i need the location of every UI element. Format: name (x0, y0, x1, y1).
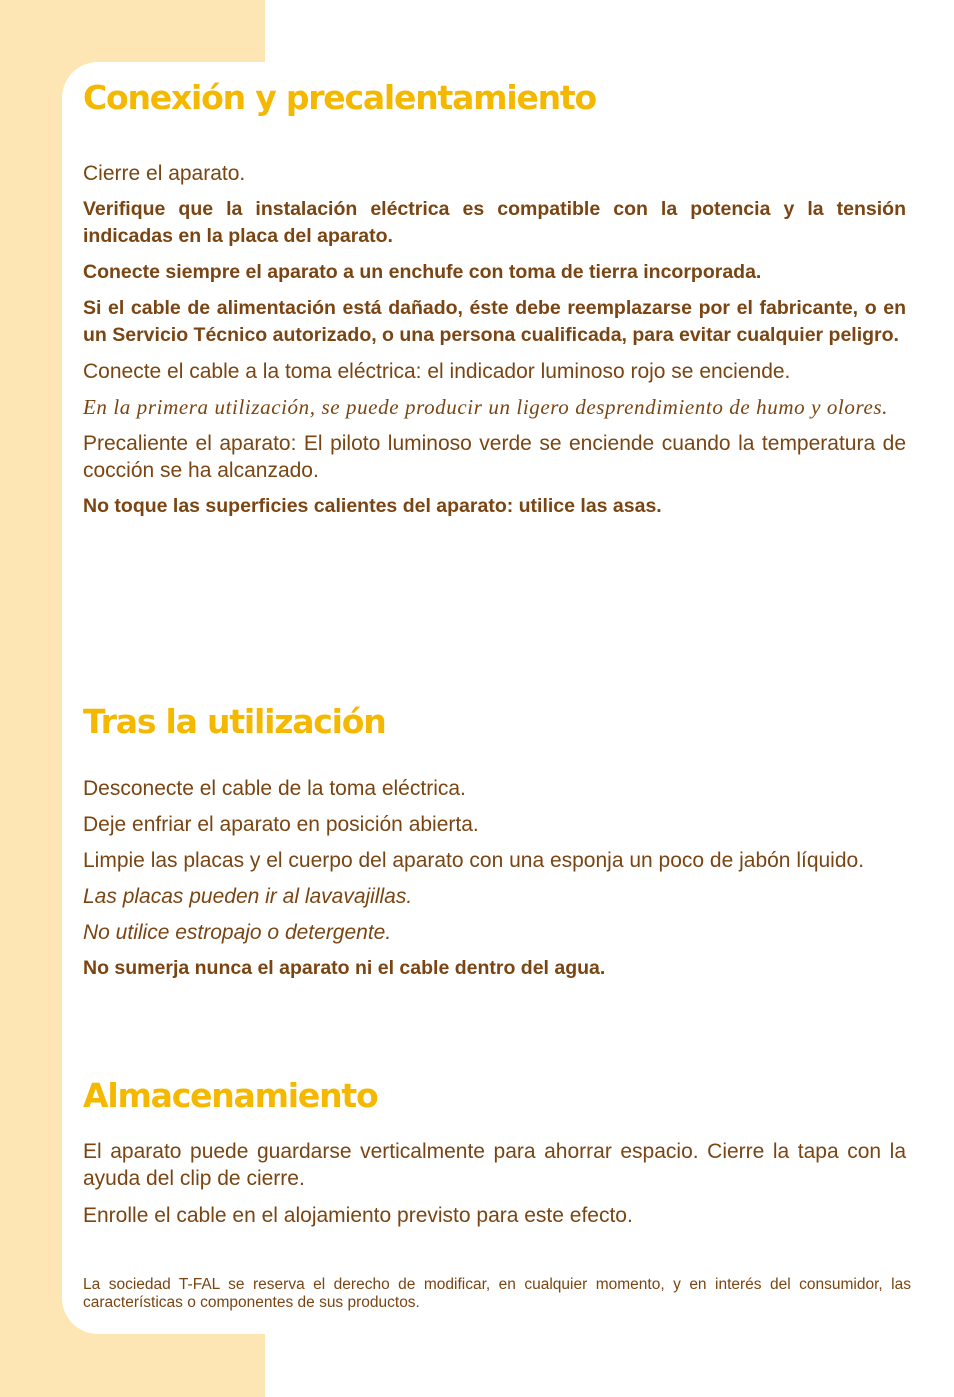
warning-paragraph: Conecte siempre el aparato a un enchufe con toma de tierra incorporada. (83, 261, 762, 283)
legal-footnote: La sociedad T-FAL se reserva el derecho de modificar, en cualquier momento, y en interés del consumidor, las características o componentes de sus productos. (83, 1276, 911, 1311)
paragraph: Deje enfriar el aparato en posición abierta. (83, 813, 479, 836)
note-paragraph: Las placas pueden ir al lavavajillas. (83, 885, 413, 908)
section-conexion-body (83, 160, 906, 520)
section-title-almacenamiento: Almacenamiento (83, 1076, 378, 1115)
paragraph: Desconecte el cable de la toma eléctrica. (83, 777, 466, 800)
paragraph: Enrolle el cable en el alojamiento previsto para este efecto. (83, 1204, 633, 1227)
warning-paragraph: Si el cable de alimentación está dañado, éste debe reemplazarse por el fabricante, o en un Servicio Técnico autorizado, o una persona cualificada, para evitar cualquier peligro. (83, 297, 906, 346)
paragraph: Cierre el aparato. (83, 162, 246, 185)
section-title-tras-utilizacion: Tras la utilización (83, 702, 386, 741)
note-paragraph: En la primera utilización, se puede producir un ligero desprendimiento de humo y olores. (83, 395, 889, 419)
warning-paragraph: No toque las superficies calientes del aparato: utilice las asas. (83, 495, 662, 517)
note-paragraph: No utilice estropajo o detergente. (83, 921, 392, 944)
warning-paragraph: Verifique que la instalación eléctrica es compatible con la potencia y la tensión indicadas en la placa del aparato. (83, 198, 906, 247)
section-title-conexion: Conexión y precalentamiento (83, 78, 596, 117)
warning-paragraph: No sumerja nunca el aparato ni el cable dentro del agua. (83, 957, 606, 979)
section-tras-utilizacion-body (83, 775, 906, 982)
paragraph: El aparato puede guardarse verticalmente para ahorrar espacio. Cierre la tapa con la ayuda del clip de cierre. (83, 1140, 906, 1190)
section-almacenamiento-body (83, 1138, 906, 1229)
paragraph: Limpie las placas y el cuerpo del aparato con una esponja un poco de jabón líquido. (83, 849, 865, 872)
paragraph: Precaliente el aparato: El piloto luminoso verde se enciende cuando la temperatura de cocción se ha alcanzado. (83, 432, 906, 482)
paragraph: Conecte el cable a la toma eléctrica: el indicador luminoso rojo se enciende. (83, 360, 791, 383)
